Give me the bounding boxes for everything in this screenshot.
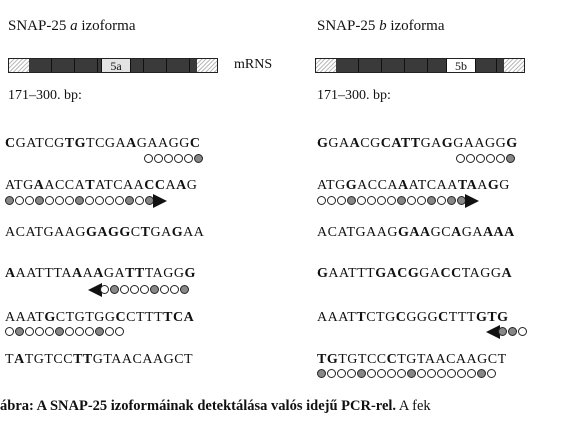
bead bbox=[105, 327, 114, 336]
bead bbox=[367, 196, 376, 205]
bead bbox=[457, 196, 466, 205]
bead bbox=[25, 196, 34, 205]
bead bbox=[387, 196, 396, 205]
bead bbox=[180, 285, 189, 294]
caption-bold: ábra: A SNAP-25 izoformáinak detektálása valós idejű PCR-rel. bbox=[0, 398, 397, 414]
mrna-label: mRNS bbox=[234, 57, 273, 72]
bead bbox=[115, 196, 124, 205]
right-bar-hatch-end bbox=[504, 59, 524, 72]
bead bbox=[150, 285, 159, 294]
right-exon-box: 5b bbox=[446, 59, 476, 72]
bead bbox=[456, 154, 465, 163]
caption-rest: A fek bbox=[396, 398, 431, 414]
bead bbox=[496, 154, 505, 163]
bead bbox=[140, 285, 149, 294]
bead bbox=[144, 154, 153, 163]
bead bbox=[407, 196, 416, 205]
bead bbox=[337, 369, 346, 378]
bead bbox=[377, 369, 386, 378]
bead bbox=[447, 196, 456, 205]
bead bbox=[447, 369, 456, 378]
left-exon-box: 5a bbox=[101, 59, 131, 72]
bead bbox=[5, 327, 14, 336]
right-seq-2: ATGGACCAAATCAATAAGG bbox=[317, 178, 510, 193]
bead bbox=[110, 285, 119, 294]
bead bbox=[130, 285, 139, 294]
left-seq-2: ATGAACCATATCAACCAAG bbox=[5, 178, 198, 193]
bead bbox=[417, 196, 426, 205]
bead bbox=[317, 196, 326, 205]
bead bbox=[25, 327, 34, 336]
bead bbox=[85, 196, 94, 205]
right-seq-1: GGAACGCATTGAGGAAGGG bbox=[317, 136, 518, 151]
bead bbox=[337, 196, 346, 205]
bead bbox=[347, 369, 356, 378]
bead bbox=[5, 196, 14, 205]
bead bbox=[170, 285, 179, 294]
bead bbox=[15, 327, 24, 336]
bead bbox=[35, 327, 44, 336]
bead bbox=[154, 154, 163, 163]
bead bbox=[498, 327, 507, 336]
left-probe-4 bbox=[88, 283, 190, 296]
left-seq-1: CGATCGTGTCGAAGAAGGC bbox=[5, 136, 201, 151]
left-range-label: 171–300. bp: bbox=[8, 88, 82, 103]
left-probe-5 bbox=[5, 325, 125, 338]
bead bbox=[327, 196, 336, 205]
right-range-label: 171–300. bp: bbox=[317, 88, 391, 103]
bead bbox=[476, 154, 485, 163]
right-probe-1 bbox=[456, 152, 516, 165]
bead bbox=[377, 196, 386, 205]
bead bbox=[407, 369, 416, 378]
bead bbox=[100, 285, 109, 294]
right-seq-4: GAATTTGACGGACCTAGGA bbox=[317, 266, 513, 281]
bead bbox=[95, 196, 104, 205]
right-seq-3: ACATGAAGGAAGCAGAAAA bbox=[317, 225, 515, 240]
bead bbox=[55, 196, 64, 205]
right-probe-5 bbox=[486, 325, 528, 338]
bead bbox=[486, 154, 495, 163]
bead bbox=[397, 196, 406, 205]
bead bbox=[397, 369, 406, 378]
bead bbox=[357, 196, 366, 205]
bead bbox=[437, 369, 446, 378]
bead bbox=[135, 196, 144, 205]
left-mrna-bar bbox=[8, 58, 218, 73]
left-bar-exons bbox=[29, 59, 197, 72]
bead bbox=[387, 369, 396, 378]
bead bbox=[506, 154, 515, 163]
right-probe-2 bbox=[317, 194, 479, 207]
bead bbox=[508, 327, 517, 336]
right-mrna-bar bbox=[315, 58, 525, 73]
bead bbox=[518, 327, 527, 336]
right-probe-6 bbox=[317, 367, 497, 380]
right-bar-hatch-start bbox=[316, 59, 336, 72]
left-seq-3: ACATGAAGGAGGCTGAGAA bbox=[5, 225, 205, 240]
left-seq-5: AAATGCTGTGGCCTTTTCA bbox=[5, 310, 195, 325]
bead bbox=[184, 154, 193, 163]
bead bbox=[417, 369, 426, 378]
bead bbox=[55, 327, 64, 336]
bead bbox=[95, 327, 104, 336]
right-seq-6: TGTGTCCCTGTAACAAGCT bbox=[317, 352, 507, 367]
bead bbox=[477, 369, 486, 378]
bead bbox=[466, 154, 475, 163]
bead bbox=[15, 196, 24, 205]
bead bbox=[145, 196, 154, 205]
bead bbox=[75, 327, 84, 336]
bead bbox=[65, 196, 74, 205]
bead bbox=[65, 327, 74, 336]
bead bbox=[487, 369, 496, 378]
bead bbox=[174, 154, 183, 163]
left-seq-4: AAATTTAAAAGATTTAGGG bbox=[5, 266, 196, 281]
bead bbox=[35, 196, 44, 205]
figure-caption bbox=[0, 398, 431, 415]
bead bbox=[164, 154, 173, 163]
left-probe-2 bbox=[5, 194, 167, 207]
left-probe-1 bbox=[144, 152, 204, 165]
bead bbox=[125, 196, 134, 205]
bead bbox=[45, 196, 54, 205]
bead bbox=[317, 369, 326, 378]
bead bbox=[457, 369, 466, 378]
right-isoform-title: SNAP-25 b izoforma bbox=[317, 18, 445, 34]
bead bbox=[120, 285, 129, 294]
bead bbox=[427, 196, 436, 205]
bead bbox=[357, 369, 366, 378]
bead bbox=[437, 196, 446, 205]
bead bbox=[427, 369, 436, 378]
bead bbox=[75, 196, 84, 205]
bead bbox=[115, 327, 124, 336]
bead bbox=[105, 196, 114, 205]
right-seq-5: AAATTCTGCGGGCTTTGTG bbox=[317, 310, 509, 325]
bead bbox=[45, 327, 54, 336]
bead bbox=[160, 285, 169, 294]
left-isoform-title: SNAP-25 a izoforma bbox=[8, 18, 136, 34]
bead bbox=[347, 196, 356, 205]
bead bbox=[327, 369, 336, 378]
bead bbox=[367, 369, 376, 378]
right-bar-exons bbox=[336, 59, 504, 72]
bead bbox=[194, 154, 203, 163]
left-bar-hatch-start bbox=[9, 59, 29, 72]
bead bbox=[467, 369, 476, 378]
bead bbox=[85, 327, 94, 336]
left-seq-6: TATGTCCTTGTAACAAGCT bbox=[5, 352, 194, 367]
left-bar-hatch-end bbox=[197, 59, 217, 72]
